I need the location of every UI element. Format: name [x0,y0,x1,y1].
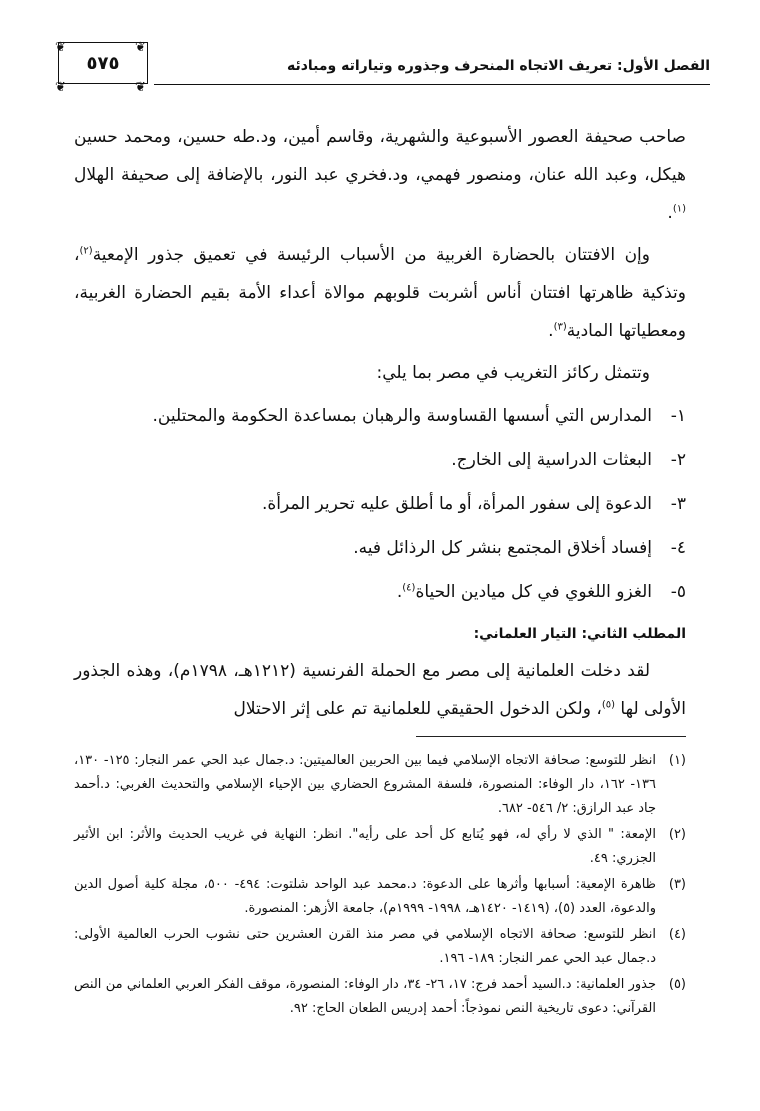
footnote-number: (٤) [668,927,686,942]
list-item-text: البعثات الدراسية إلى الخارج. [451,450,652,470]
paragraph-1: صاحب صحيفة العصور الأسبوعية والشهرية، وقاسم أمين، ود.طه حسين، ومحمد حسين هيكل، وعبد الله عنان، ومنصور فهمي، ود.فخري عبد النور، بالإضافة إلى صحيفة الهلال $^{(١)}$. [74,127,686,223]
footnote-separator [416,736,686,737]
footnote-text: جذور العلمانية: د.السيد أحمد فرج: ١٧، ٢٦- ٣٤، دار الوفاء: المنصورة، موقف الفكر العربي العلماني من النص القرآني: دعوى تاريخية النص نموذجاً: أحمد إدريس الطعان الحاج: ٩٢. [74,977,657,1016]
footnote-ref-1: (١) [672,203,686,215]
list-item-number: ٢- [670,450,686,470]
footnote-ref-3: (٣) [553,321,567,333]
footnote [74,873,686,921]
footnote-ref-4: (٤) [402,582,416,594]
corner-ornament-icon: ❦ [55,40,66,55]
corner-ornament-icon: ❦ [55,80,66,95]
westernization-pillars-list [74,396,686,612]
footnote [74,973,686,1021]
footnote-ref-2: (٢) [79,245,93,257]
footnote-number: (٣) [668,877,686,892]
running-title: الفصل الأول: تعريف الاتجاه المنحرف وجذوره وتياراته ومبادئه [286,58,710,74]
list-item-text: إفساد أخلاق المجتمع بنشر كل الرذائل فيه. [353,538,652,558]
list-item [74,396,686,436]
main-text [74,118,686,1023]
footnote [74,749,686,821]
footnote [74,823,686,871]
list-item-number: ٣- [670,494,686,514]
paragraph-1-text: صاحب صحيفة العصور الأسبوعية والشهرية، وقاسم أمين، ود.طه حسين، ومحمد حسين هيكل، وعبد الله عنان، ومنصور فهمي، ود.فخري عبد النور، بالإضافة إلى صحيفة الهلال [74,127,686,185]
paragraph-2-end: . [548,321,554,341]
page-number: ٥٧٥ [86,52,120,74]
footnote-text: ظاهرة الإمعية: أسبابها وأثرها على الدعوة: د.محمد عبد الواحد شلتوت: ٤٩٤- ٥٠٠، مجلة كلية أصول الدين والدعوة، العدد (٥)، (١٤١٩- ١٤٢٠هـ، ١٩٩٨- ١٩٩٩م)، جامعة الأزهر: المنصورة. [74,877,656,916]
footnotes [74,749,686,1021]
paragraph-4-text-b: ، ولكن الدخول الحقيقي للعلمانية تم على إثر الاحتلال [233,699,602,719]
paragraph-2-text-a: وإن الافتتان بالحضارة الغربية من الأسباب الرئيسة في تعميق جذور الإمعية [92,245,650,265]
footnote [74,923,686,971]
footnote-ref-5: (٥) [601,699,616,711]
footnote-text: انظر للتوسع: صحافة الاتجاه الإسلامي في مصر منذ القرن العشرين حتى نشوب الحرب العالمية الأولى: د.جمال عبد الحي عمر النجار: ١٨٩- ١٩٦. [74,927,656,966]
list-item-text: الدعوة إلى سفور المرأة، أو ما أطلق عليه تحرير المرأة. [261,494,652,514]
list-item-number: ٤- [670,538,686,558]
list-item-number: ٥- [670,582,686,602]
corner-ornament-icon: ❦ [135,40,146,55]
list-item [74,528,686,568]
list-item-number: ١- [670,406,686,426]
section-heading: المطلب الثاني: التيار العلماني: [473,626,686,642]
paragraph-3: وتتمثل ركائز التغريب في مصر بما يلي: [376,363,650,383]
paragraph-4 [74,652,686,728]
list-item-end: . [396,582,403,602]
paragraph-2 [74,236,686,350]
paragraph-2-text-b: ، وتذكية ظاهرتها افتتان أناس أشربت قلوبهم موالاة أعداء الأمة بقيم الحضارة الغربية، ومعطياتها المادية [74,245,686,341]
footnote-number: (٢) [668,827,686,842]
footnote-text: الإمعة: " الذي لا رأي له، فهو يُتابع كل أحد على رأيه". انظر: النهاية في غريب الحديث والأثر: ابن الأثير الجزري: ٤٩. [74,827,656,866]
header-rule [154,84,710,85]
page-number-box [55,40,148,95]
list-item [74,440,686,480]
list-item-text: الغزو اللغوي في كل ميادين الحياة [415,582,652,602]
footnote-number: (١) [668,753,686,768]
page-header [55,36,710,96]
list-item-text: المدارس التي أسسها القساوسة والرهبان بمساعدة الحكومة والمحتلين. [152,406,652,426]
list-item [74,484,686,524]
footnote-number: (٥) [668,977,686,992]
corner-ornament-icon: ❦ [135,80,146,95]
paragraph-4-text-a: لقد دخلت العلمانية إلى مصر مع الحملة الفرنسية (١٢١٢هـ، ١٧٩٨م)، وهذه الجذور الأولى لها [74,661,686,719]
list-item [74,572,686,612]
footnote-text: انظر للتوسع: صحافة الاتجاه الإسلامي فيما بين الحربين العالميتين: د.جمال عبد الحي عمر النجار: ١٢٥- ١٣٠، ١٣٦- ١٦٢، دار الوفاء: المنصورة، فلسفة المشروع الحضاري بين الإحياء الإسلامي والتحديث الغربي: د.أحمد جاد عبد الرازق: ٢/ ٥٤٦- ٦٨٢. [74,753,656,816]
